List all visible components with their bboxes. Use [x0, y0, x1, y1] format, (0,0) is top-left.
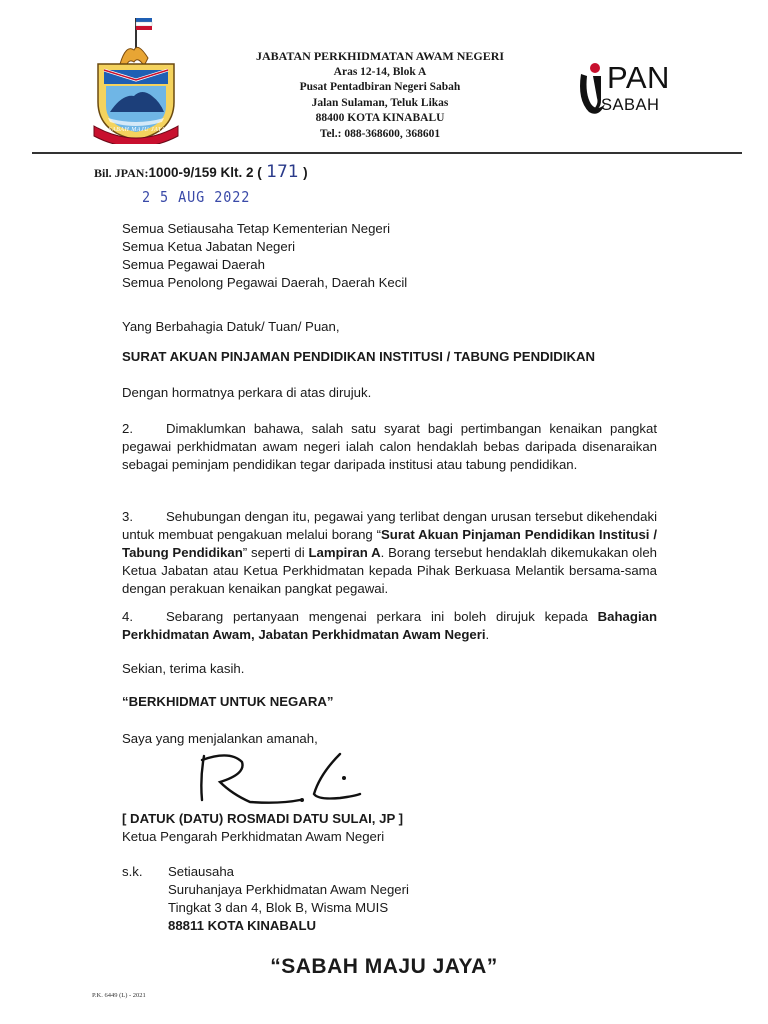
sabah-crest [76, 14, 196, 144]
letterhead-address [200, 49, 560, 142]
recipient-list [122, 220, 622, 292]
paragraph-4-text: Sebarang pertanyaan mengenai perkara ini boleh dirujuk kepada [166, 609, 598, 624]
reference-close: ) [303, 165, 308, 180]
paragraph-2-text: Dimaklumkan bahawa, salah satu syarat bagi pertimbangan kenaikan pangkat pegawai perkhidmatan awam negeri ialah calon hendaklah bebas daripada disenaraikan sebagai peminjam pendidikan tegar daripada institusi atau tabung pendidikan. [122, 421, 657, 472]
address-line: Pusat Pentadbiran Negeri Sabah [299, 81, 461, 93]
signature-icon [190, 748, 380, 808]
closing-line: Sekian, terima kasih. [122, 661, 245, 676]
paragraph-3-text: . Borang tersebut hendaklah dikemukakan oleh Ketua Jabatan atau Ketua Perkhidmatan kepada Pihak Berkuasa Melantik bersama-sama dengan perakuan kenaikan pangkat pegawai. [122, 545, 658, 596]
signoff-line: Saya yang menjalankan amanah, [122, 731, 318, 746]
paragraph-4-text: . [485, 627, 490, 642]
recipient-item: Semua Ketua Jabatan Negeri [122, 239, 296, 254]
jpan-logo [575, 60, 685, 120]
salutation: Yang Berbahagia Datuk/ Tuan/ Puan, [122, 319, 340, 334]
paragraph-3-text: ” seperti di [242, 545, 309, 560]
paragraph-3 [122, 508, 657, 598]
subject-heading: SURAT AKUAN PINJAMAN PENDIDIKAN INSTITUSI / TABUNG PENDIDIKAN [122, 349, 596, 364]
logo-pan-text: PAN [607, 60, 670, 95]
cc-line: Suruhanjaya Perkhidmatan Awam Negeri [168, 882, 409, 897]
cc-label: s.k. [122, 864, 143, 879]
slogan: “BERKHIDMAT UNTUK NEGARA” [122, 694, 334, 709]
attachment-ref: Lampiran A [308, 545, 381, 560]
letterhead-divider [32, 152, 742, 154]
sabah-crest-icon [76, 14, 196, 144]
reference-label: Bil. JPAN: [94, 166, 149, 180]
phone-line: Tel.: 088-368600, 368601 [319, 127, 441, 140]
recipient-item: Semua Penolong Pegawai Daerah, Daerah Kecil [122, 275, 408, 290]
paragraph-2-number: 2. [122, 421, 133, 436]
paragraph-2 [122, 420, 657, 474]
signatory-name: [ DATUK (DATU) ROSMADI DATU SULAI, JP ] [122, 811, 404, 826]
logo-sabah-text: SABAH [601, 96, 660, 114]
paragraph-4-number: 4. [122, 609, 133, 624]
paragraph-3-text: Sehubungan dengan itu, pegawai yang terlibat dengan urusan tersebut dikehendaki untuk membuat pengakuan melalui borang “ [122, 509, 657, 542]
address-line: 88400 KOTA KINABALU [315, 112, 445, 124]
cc-block [168, 863, 568, 935]
division-name: Bahagian Perkhidmatan Awam, Jabatan Perkhidmatan Awam Negeri [122, 609, 657, 642]
date-stamp: 2 5 AUG 2022 [142, 188, 251, 206]
opening-line: Dengan hormatnya perkara di atas dirujuk. [122, 385, 372, 400]
signature [190, 748, 380, 808]
recipient-item: Semua Setiausaha Tetap Kementerian Negeri [122, 221, 391, 236]
reference-code: 1000-9/159 Klt. 2 ( [148, 165, 262, 180]
address-line: Jalan Sulaman, Teluk Likas [311, 96, 449, 109]
footer-motto: “SABAH MAJU JAYA” [270, 955, 498, 978]
handwritten-number: 171 [266, 162, 299, 182]
signatory-title: Ketua Pengarah Perkhidmatan Awam Negeri [122, 829, 385, 844]
cc-line-city: 88811 KOTA KINABALU [168, 918, 317, 933]
address-line: Aras 12-14, Blok A [333, 65, 427, 78]
form-title: Surat Akuan Pinjaman Pendidikan Institusi / Tabung Pendidikan [122, 527, 657, 560]
paragraph-4 [122, 608, 657, 644]
paragraph-3-number: 3. [122, 509, 133, 524]
cc-line: Tingkat 3 dan 4, Blok B, Wisma MUIS [168, 900, 389, 915]
reference-number [94, 162, 308, 182]
crest-motto: SABAH MAJU JAYA [108, 127, 166, 133]
form-code: P.K. 6449 (L) - 2021 [92, 992, 146, 999]
department-name: JABATAN PERKHIDMATAN AWAM NEGERI [255, 49, 505, 63]
recipient-item: Semua Pegawai Daerah [122, 257, 265, 272]
cc-line: Setiausaha [168, 864, 234, 879]
